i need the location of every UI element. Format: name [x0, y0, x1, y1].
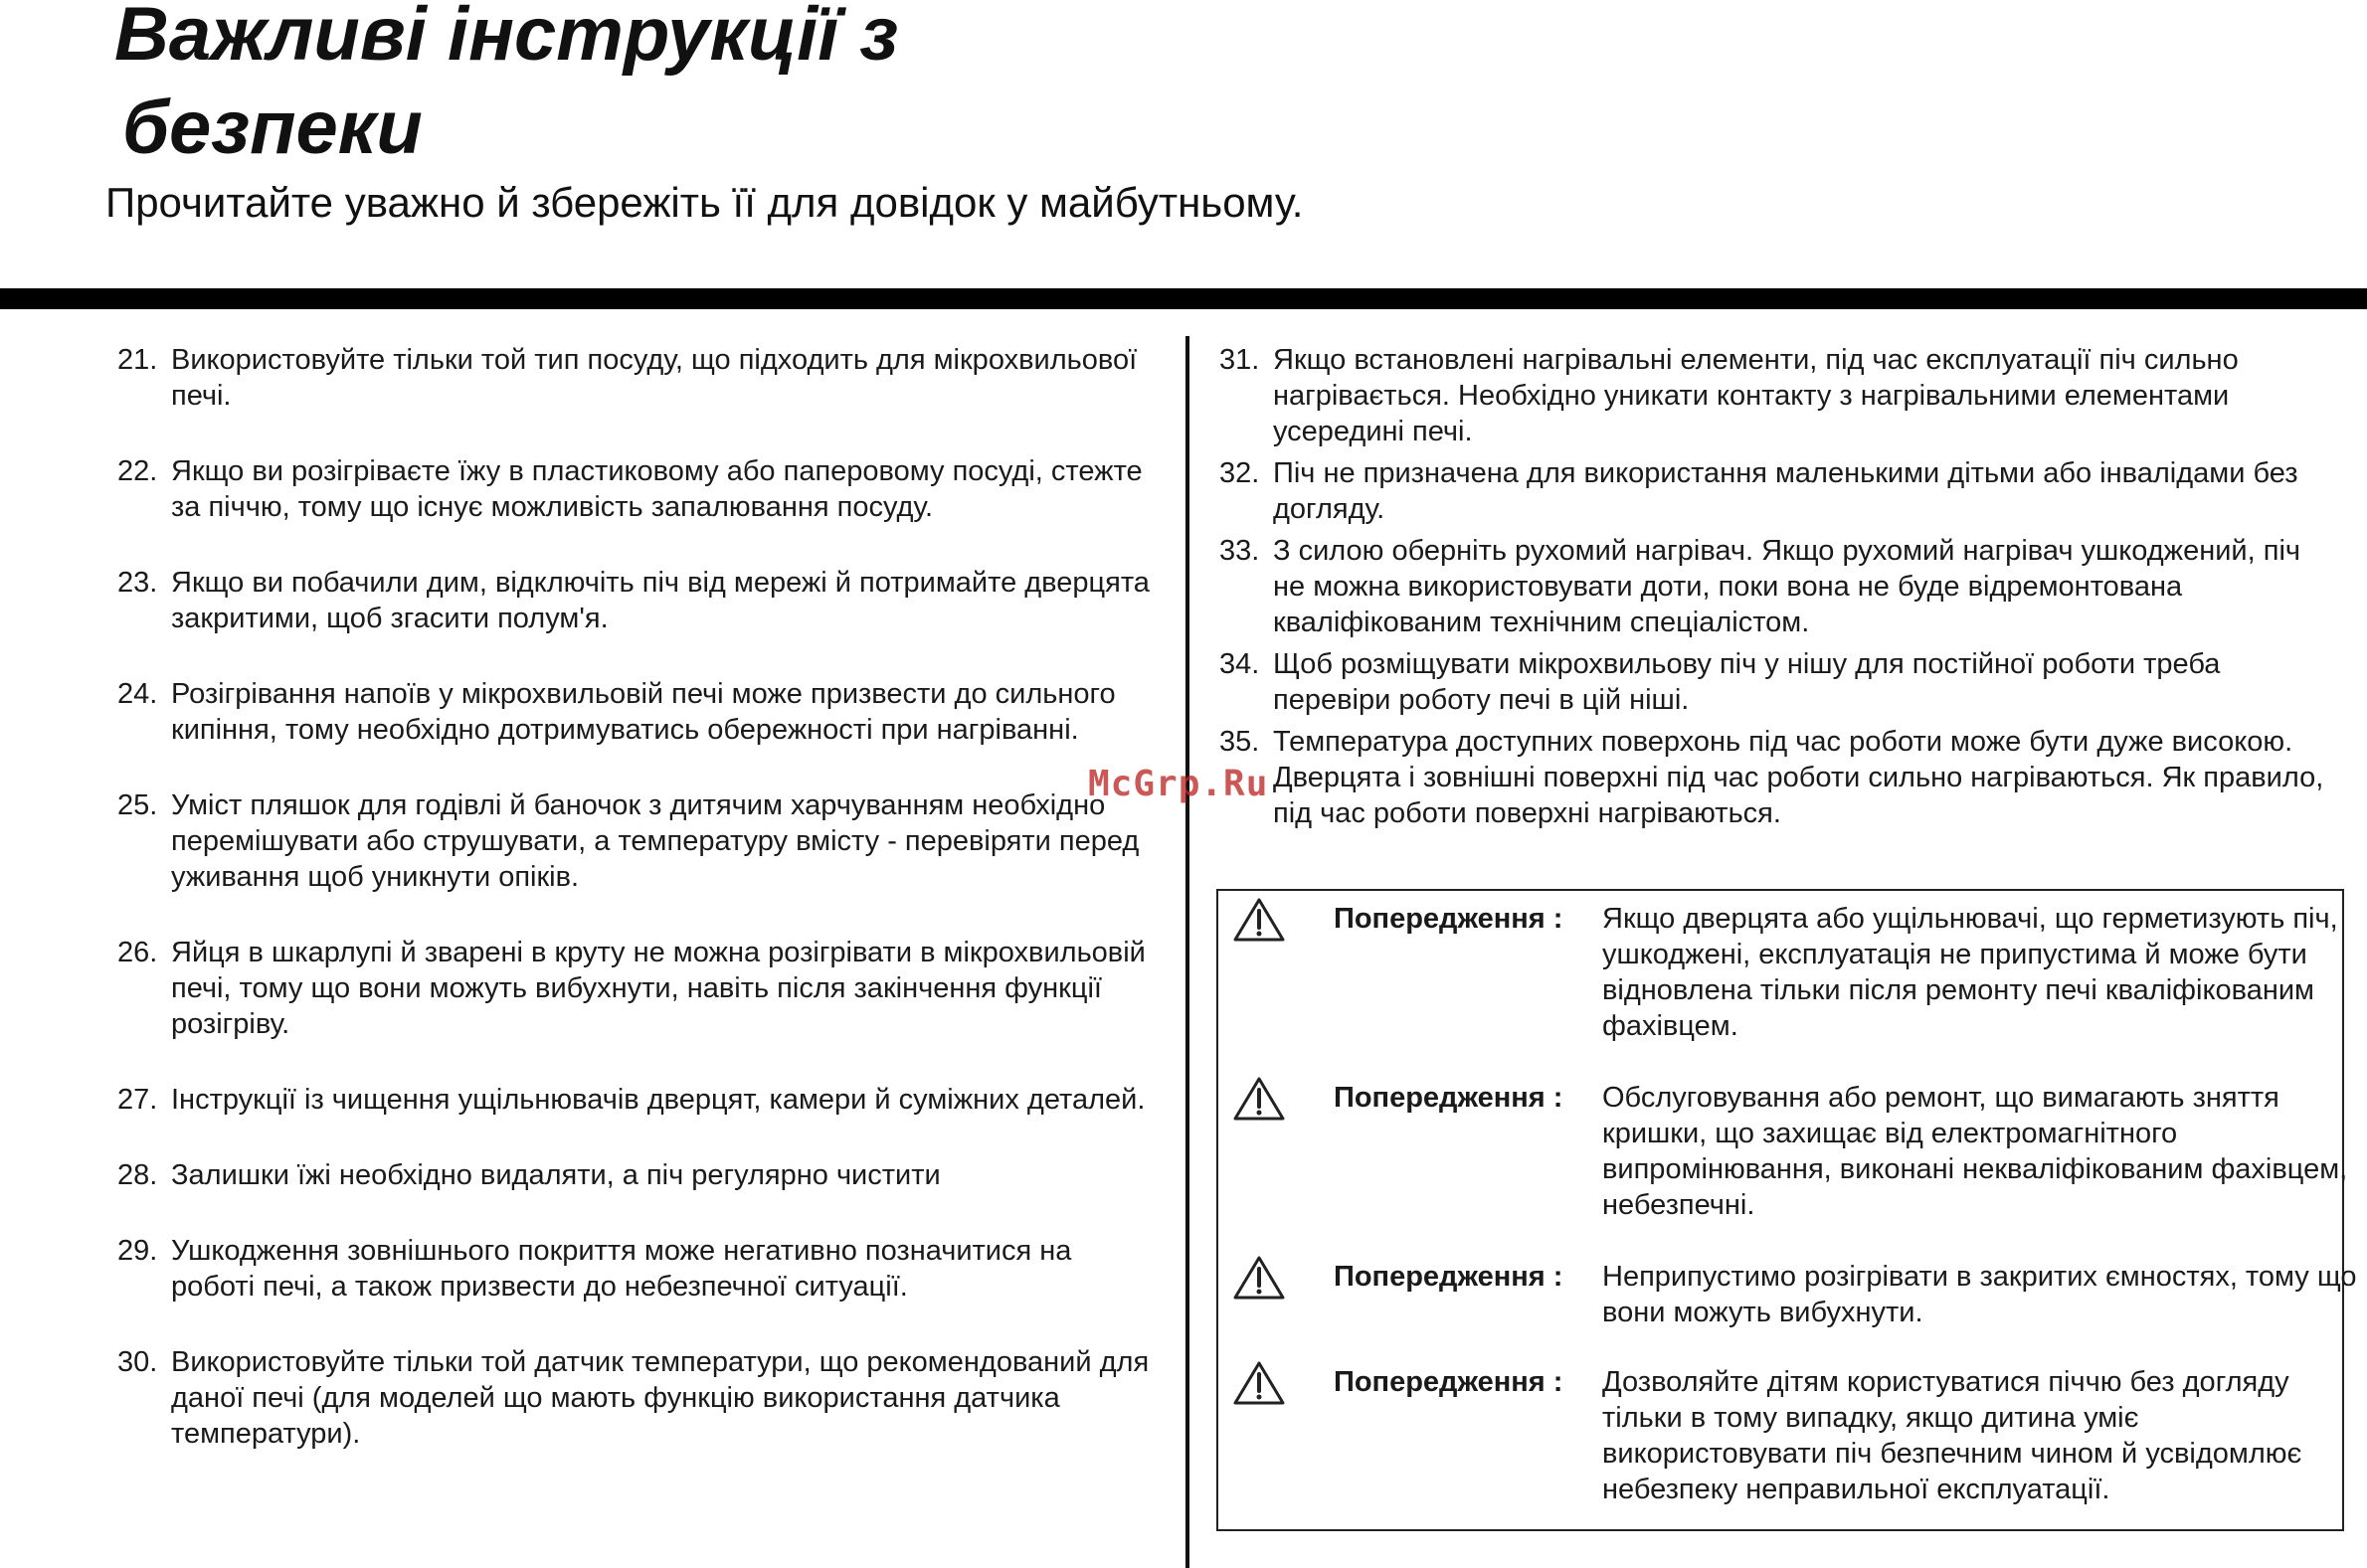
- warning-text: Обслуговування або ремонт, що вимагають зняття кришки, що захищає від електромагнітного випромінювання, виконані некваліфікованим фахівцем, небезпечні.: [1602, 1082, 2348, 1221]
- right-column: [1219, 342, 2333, 831]
- page-title: [114, 0, 898, 175]
- list-item: [1219, 724, 2333, 831]
- title-line-2: безпеки: [122, 86, 423, 170]
- list-item: [117, 453, 1162, 525]
- list-item: [117, 565, 1162, 636]
- item-text: Яйця в шкарлупі й зварені в круту не можна розігрівати в мікрохвильовій печі, тому що вони можуть вибухнути, навіть після закінчення функції розігріву.: [171, 937, 1146, 1040]
- list-item: [117, 1082, 1162, 1118]
- column-divider: [1185, 336, 1189, 1568]
- item-number: 28.: [117, 1159, 158, 1191]
- warning-icon: [1232, 1255, 1286, 1301]
- item-number: 34.: [1219, 648, 1260, 680]
- warnings-box: [1216, 889, 2357, 1531]
- list-item: [117, 787, 1162, 895]
- list-item: [117, 342, 1162, 414]
- item-text: Уміст пляшок для годівлі й баночок з дитячим харчуванням необхідно перемішувати або струшувати, а температуру вмісту - перевіряти перед уживання щоб уникнути опіків.: [171, 789, 1140, 893]
- item-number: 21.: [117, 344, 158, 376]
- item-number: 32.: [1219, 457, 1260, 489]
- item-text: Розігрівання напоїв у мікрохвильовій печі може призвести до сильного кипіння, тому необхідно дотримуватись обережності при нагріванні.: [171, 678, 1116, 746]
- list-item: [117, 1157, 1162, 1193]
- item-text: Залишки їжі необхідно видаляти, а піч регулярно чистити: [171, 1159, 941, 1191]
- list-item: [117, 1233, 1162, 1305]
- warning-item: [1232, 1080, 2358, 1223]
- list-item: [1219, 342, 2333, 449]
- item-text: Використовуйте тільки той датчик температури, що рекомендований для даної печі (для моделей що мають функцію використання датчика температури).: [171, 1346, 1150, 1450]
- warning-item: [1232, 901, 2358, 1044]
- warning-icon: [1232, 1360, 1286, 1406]
- header-divider: [0, 288, 2367, 309]
- item-text: Піч не призначена для використання маленькими дітьми або інвалідами без догляду.: [1273, 457, 2298, 525]
- item-number: 24.: [117, 678, 158, 710]
- list-item: [1219, 646, 2333, 718]
- item-text: Якщо ви побачили дим, відключіть піч від мережі й потримайте дверцята закритими, щоб згасити полум'я.: [171, 567, 1150, 634]
- item-text: Інструкції із чищення ущільнювачів дверцят, камери й суміжних деталей.: [171, 1084, 1146, 1116]
- item-number: 29.: [117, 1235, 158, 1267]
- list-item: [1219, 533, 2333, 640]
- item-number: 30.: [117, 1346, 158, 1378]
- item-text: Якщо ви розігріваєте їжу в пластиковому або паперовому посуді, стежте за піччю, тому що існує можливість запалювання посуду.: [171, 455, 1143, 523]
- item-number: 33.: [1219, 535, 1260, 567]
- item-number: 26.: [117, 937, 158, 968]
- warning-text: Дозволяйте дітям користуватися піччю без догляду тільки в тому випадку, якщо дитина уміє використовувати піч безпечним чином й усвідомлює небезпеку неправильної експлуатації.: [1602, 1366, 2302, 1505]
- item-number: 25.: [117, 789, 158, 821]
- page-subtitle: Прочитайте уважно й збережіть її для довідок у майбутньому.: [105, 179, 1304, 226]
- warning-label: Попередження :: [1334, 1366, 1563, 1398]
- warning-text: Неприпустимо розігрівати в закритих ємностях, тому що вони можуть вибухнути.: [1602, 1261, 2357, 1328]
- warning-icon: [1232, 1076, 1286, 1122]
- title-line-1: Важливі інструкції з: [114, 0, 899, 77]
- list-item: [1219, 455, 2333, 527]
- warning-label: Попередження :: [1334, 1082, 1563, 1114]
- item-number: 23.: [117, 567, 158, 599]
- left-column: [117, 342, 1162, 1491]
- item-number: 27.: [117, 1084, 158, 1116]
- warning-item: [1232, 1364, 2358, 1507]
- item-text: Ушкодження зовнішнього покриття може негативно позначитися на роботі печі, а також призвести до небезпечної ситуації.: [171, 1235, 1072, 1303]
- warning-icon: [1232, 897, 1286, 943]
- item-number: 22.: [117, 455, 158, 487]
- warning-item: [1232, 1259, 2358, 1330]
- item-text: Температура доступних поверхонь під час роботи може бути дуже високою. Дверцята і зовнішні поверхні під час роботи сильно нагріваються. Як правило, під час роботи поверхні нагріваються.: [1273, 726, 2324, 829]
- warning-text: Якщо дверцята або ущільнювачі, що герметизують піч, ушкоджені, експлуатація не припустима й може бути відновлена тільки після ремонту печі кваліфікованим фахівцем.: [1602, 903, 2338, 1042]
- item-number: 31.: [1219, 344, 1260, 376]
- warning-label: Попередження :: [1334, 903, 1563, 935]
- list-item: [117, 1344, 1162, 1452]
- item-text: Якщо встановлені нагрівальні елементи, під час експлуатації піч сильно нагрівається. Необхідно уникати контакту з нагрівальними елементами усередині печі.: [1273, 344, 2239, 447]
- list-item: [117, 935, 1162, 1042]
- warning-label: Попередження :: [1334, 1261, 1563, 1293]
- item-text: З силою оберніть рухомий нагрівач. Якщо рухомий нагрівач ушкоджений, піч не можна використовувати доти, поки вона не буде відремонтована кваліфікованим технічним спеціалістом.: [1273, 535, 2300, 638]
- item-number: 35.: [1219, 726, 1260, 758]
- list-item: [117, 676, 1162, 748]
- watermark: McGrp.Ru: [1088, 764, 1269, 804]
- item-text: Використовуйте тільки той тип посуду, що підходить для мікрохвильової печі.: [171, 344, 1138, 412]
- item-text: Щоб розміщувати мікрохвильову піч у нішу для постійної роботи треба перевіри роботу печі в цій ніші.: [1273, 648, 2221, 716]
